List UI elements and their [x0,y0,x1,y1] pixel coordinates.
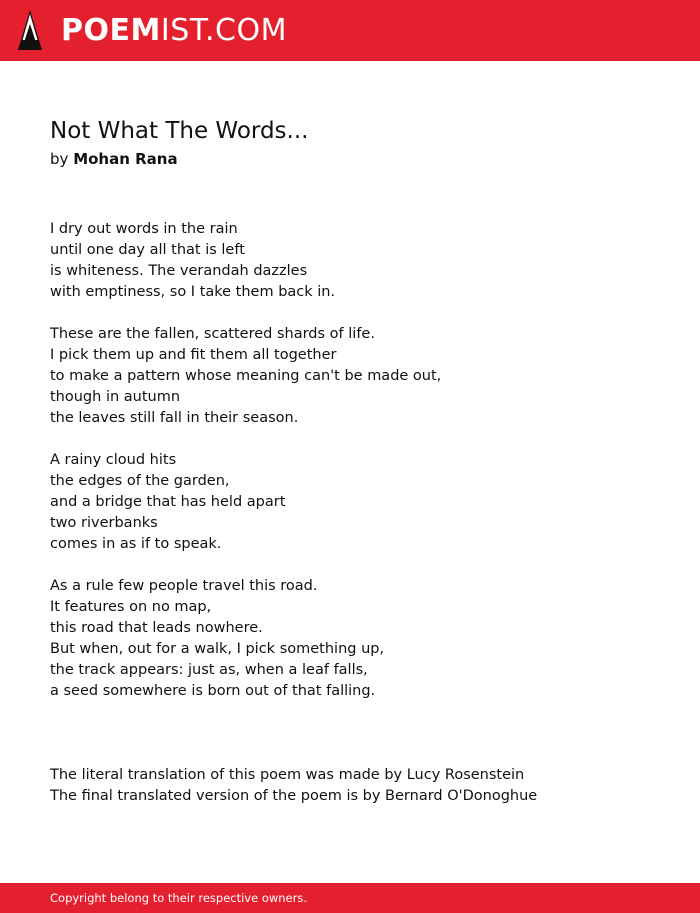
translation-notes [50,765,670,807]
poem-stanza [50,576,670,702]
poem-line: and a bridge that has held apart [50,494,286,510]
poem-line: A rainy cloud hits [50,452,177,468]
logo-text-light: IST.COM [160,13,287,48]
poem-line: the leaves still fall in their season. [50,410,299,426]
poem-line: a seed somewhere is born out of that falling. [50,683,376,699]
poem-title: Not What The Words... [50,118,309,144]
poem-line: the edges of the garden, [50,473,230,489]
poem-line: the track appears: just as, when a leaf falls, [50,662,368,678]
poem-line: These are the fallen, scattered shards of life. [50,326,375,342]
poem-line: to make a pattern whose meaning can't be made out, [50,368,442,384]
poem-line: It features on no map, [50,599,212,615]
poem-line: I dry out words in the rain [50,221,238,237]
poem-line: is whiteness. The verandah dazzles [50,263,308,279]
site-logo-link[interactable] [18,10,287,52]
poem-stanza [50,219,670,303]
poem-line: comes in as if to speak. [50,536,222,552]
poem-line: though in autumn [50,389,181,405]
poem-author[interactable]: Mohan Rana [73,150,178,168]
site-logo-text [61,10,287,52]
translation-note: The final translated version of the poem is by Bernard O'Donoghue [50,788,538,804]
poem-line: I pick them up and fit them all together [50,347,337,363]
poem-line: with emptiness, so I take them back in. [50,284,336,300]
translation-note: The literal translation of this poem was made by Lucy Rosenstein [50,767,525,783]
poem-line: two riverbanks [50,515,158,531]
copyright-text: Copyright belong to their respective owners. [50,891,308,905]
poem-line: As a rule few people travel this road. [50,578,318,594]
logo-text-bold: POEM [61,13,161,48]
poem-line: this road that leads nowhere. [50,620,263,636]
poem-stanza [50,324,670,429]
site-footer [0,883,700,913]
poem-line: But when, out for a walk, I pick something up, [50,641,385,657]
byline-prefix: by [50,150,69,168]
poem-stanza [50,450,670,555]
poem-byline [50,149,178,169]
poem-line: until one day all that is left [50,242,245,258]
site-header [0,0,700,61]
pencil-tip-icon [18,10,42,52]
poem-body [50,219,670,702]
